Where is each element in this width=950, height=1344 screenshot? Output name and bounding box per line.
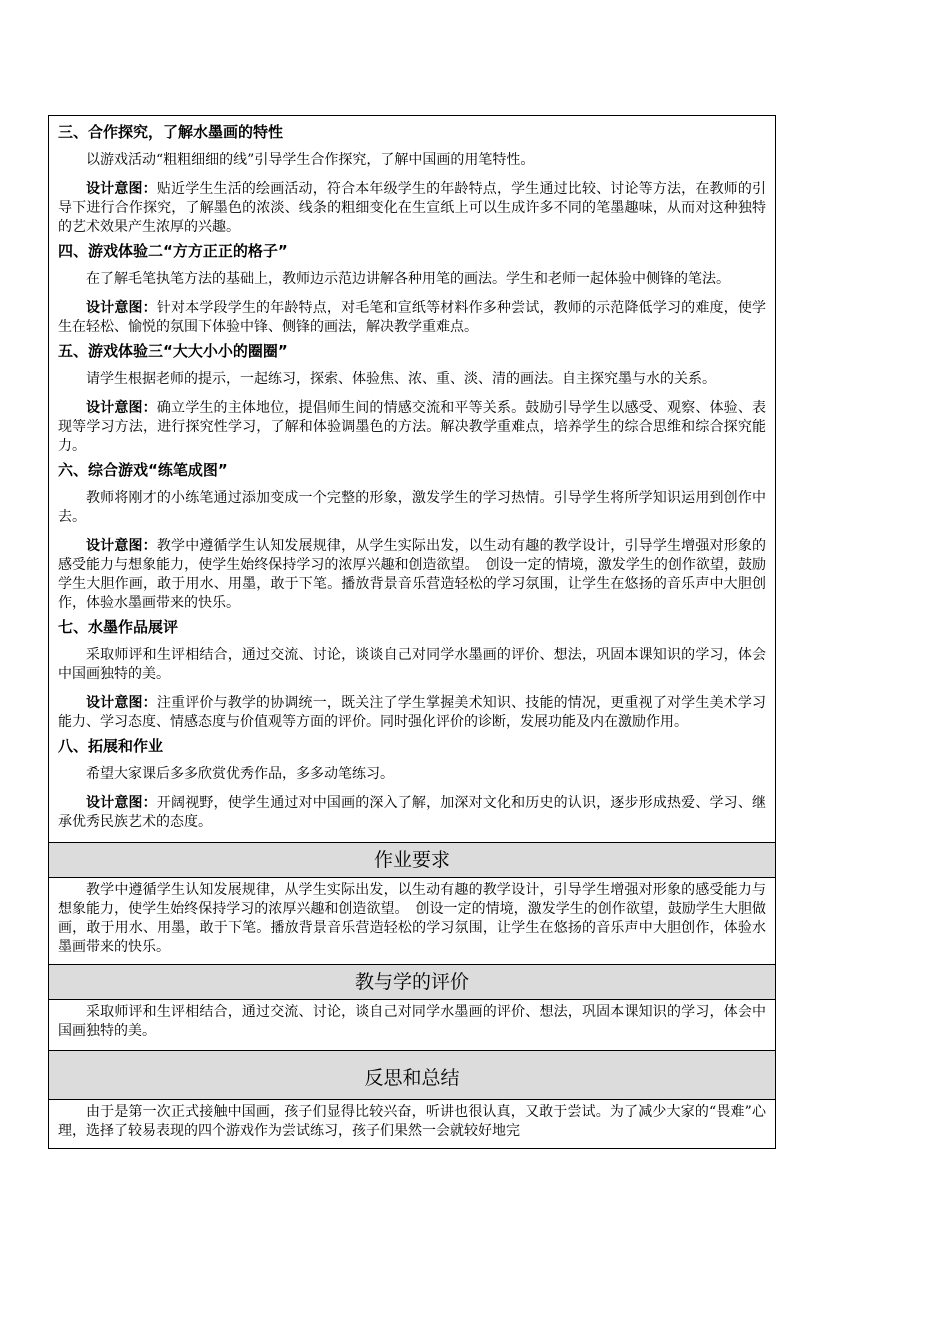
section-4: [58, 241, 766, 337]
reflection-header: 反思和总结: [49, 1050, 775, 1100]
design-intent-label: 设计意图：: [86, 695, 157, 711]
design-intent: [58, 794, 766, 832]
section-5: [58, 341, 766, 456]
evaluation-cell: [49, 1000, 775, 1050]
section-body: 请学生根据老师的提示，一起练习，探索、体验焦、浓、重、淡、清的画法。自主探究墨与水的关系。: [86, 371, 716, 387]
section-title: 三、合作探究，了解水墨画的特性: [58, 123, 284, 141]
section-body: 希望大家课后多多欣赏优秀作品，多多动笔练习。: [86, 766, 394, 782]
homework-text: 教学中遵循学生认知发展规律，从学生实际出发，以生动有趣的教学设计，引导学生增强对形象的感受能力与想象能力，使学生始终保持学习的浓厚兴趣和创造欲望。 创设一定的情境，激发学生的创作欲望，鼓励学生大胆做画，敢于用水、用墨，敢于下笔。播放背景音乐营造轻松的学习氛围，让学生在悠扬的音乐声中大胆创作，体验水墨画带来的快乐。: [58, 882, 766, 955]
section-title: 五、游戏体验三“大大小小的圈圈”: [58, 342, 288, 360]
section-title: 七、水墨作品展评: [58, 618, 179, 636]
design-intent: [58, 399, 766, 456]
evaluation-text: 采取师评和生评相结合，通过交流、讨论，谈自己对同学水墨画的评价、想法，巩固本课知识的学习，体会中国画独特的美。: [58, 1004, 766, 1039]
homework-cell: [49, 878, 775, 964]
design-intent: [58, 299, 766, 337]
design-intent-label: 设计意图：: [86, 400, 157, 416]
design-intent-label: 设计意图：: [86, 181, 157, 197]
design-intent-label: 设计意图：: [86, 300, 157, 316]
lesson-plan-table: [48, 115, 776, 1149]
design-intent-text: 开阔视野，使学生通过对中国画的深入了解，加深对文化和历史的认识，逐步形成热爱、学习、继承优秀民族艺术的态度。: [58, 795, 767, 830]
section-3: [58, 122, 766, 237]
section-title: 八、拓展和作业: [58, 737, 164, 755]
design-intent-label: 设计意图：: [86, 795, 157, 811]
homework-header: 作业要求: [49, 842, 775, 878]
design-intent: [58, 694, 766, 732]
section-body: 采取师评和生评相结合，通过交流、讨论，谈谈自己对同学水墨画的评价、想法，巩固本课知识的学习，体会中国画独特的美。: [58, 647, 766, 682]
design-intent-text: 注重评价与教学的协调统一，既关注了学生掌握美术知识、技能的情况，更重视了对学生美术学习能力、学习态度、情感态度与价值观等方面的评价。同时强化评价的诊断，发展功能及内在激励作用。: [58, 695, 767, 730]
design-intent-text: 教学中遵循学生认知发展规律，从学生实际出发，以生动有趣的教学设计，引导学生增强对形象的感受能力与想象能力，使学生始终保持学习的浓厚兴趣和创造欲望。 创设一定的情境，激发学生的创作欲望，鼓励学生大胆作画，敢于用水、用墨，敢于下笔。播放背景音乐营造轻松的学习氛围，让学生在悠扬的音乐声中大胆创作，体验水墨画带来的快乐。: [58, 538, 767, 611]
section-7: [58, 617, 766, 732]
design-intent-label: 设计意图：: [86, 538, 157, 554]
design-intent: [58, 537, 766, 613]
design-intent: [58, 180, 766, 237]
section-title: 六、综合游戏“练笔成图”: [58, 461, 228, 479]
section-8: [58, 736, 766, 832]
design-intent-text: 贴近学生生活的绘画活动，符合本年级学生的年龄特点，学生通过比较、讨论等方法，在教师的引导下进行合作探究，了解墨色的浓淡、线条的粗细变化在生宣纸上可以生成许多不同的笔墨趣味，从而对这种独特的艺术效果产生浓厚的兴趣。: [58, 181, 767, 235]
design-intent-text: 确立学生的主体地位，提倡师生间的情感交流和平等关系。鼓励引导学生以感受、观察、体验、表现等学习方法，进行探究性学习，了解和体验调墨色的方法。解决教学重难点，培养学生的综合思维和综合探究能力。: [58, 400, 767, 454]
reflection-cell: [49, 1100, 775, 1148]
teaching-process-cell: [49, 116, 775, 842]
design-intent-text: 针对本学段学生的年龄特点，对毛笔和宣纸等材料作多种尝试，教师的示范降低学习的难度，使学生在轻松、愉悦的氛围下体验中锋、侧锋的画法，解决教学重难点。: [58, 300, 767, 335]
section-body: 以游戏活动“粗粗细细的线”引导学生合作探究，了解中国画的用笔特性。: [86, 152, 535, 168]
evaluation-header: 教与学的评价: [49, 964, 775, 1000]
section-title: 四、游戏体验二“方方正正的格子”: [58, 242, 288, 260]
section-body: 教师将刚才的小练笔通过添加变成一个完整的形象，激发学生的学习热情。引导学生将所学知识运用到创作中去。: [58, 490, 766, 525]
section-body: 在了解毛笔执笔方法的基础上，教师边示范边讲解各种用笔的画法。学生和老师一起体验中侧锋的笔法。: [86, 271, 730, 287]
reflection-text: 由于是第一次正式接触中国画，孩子们显得比较兴奋，听讲也很认真，又敢于尝试。为了减少大家的“畏难”心理，选择了较易表现的四个游戏作为尝试练习，孩子们果然一会就较好地完: [58, 1104, 766, 1139]
section-6: [58, 460, 766, 613]
